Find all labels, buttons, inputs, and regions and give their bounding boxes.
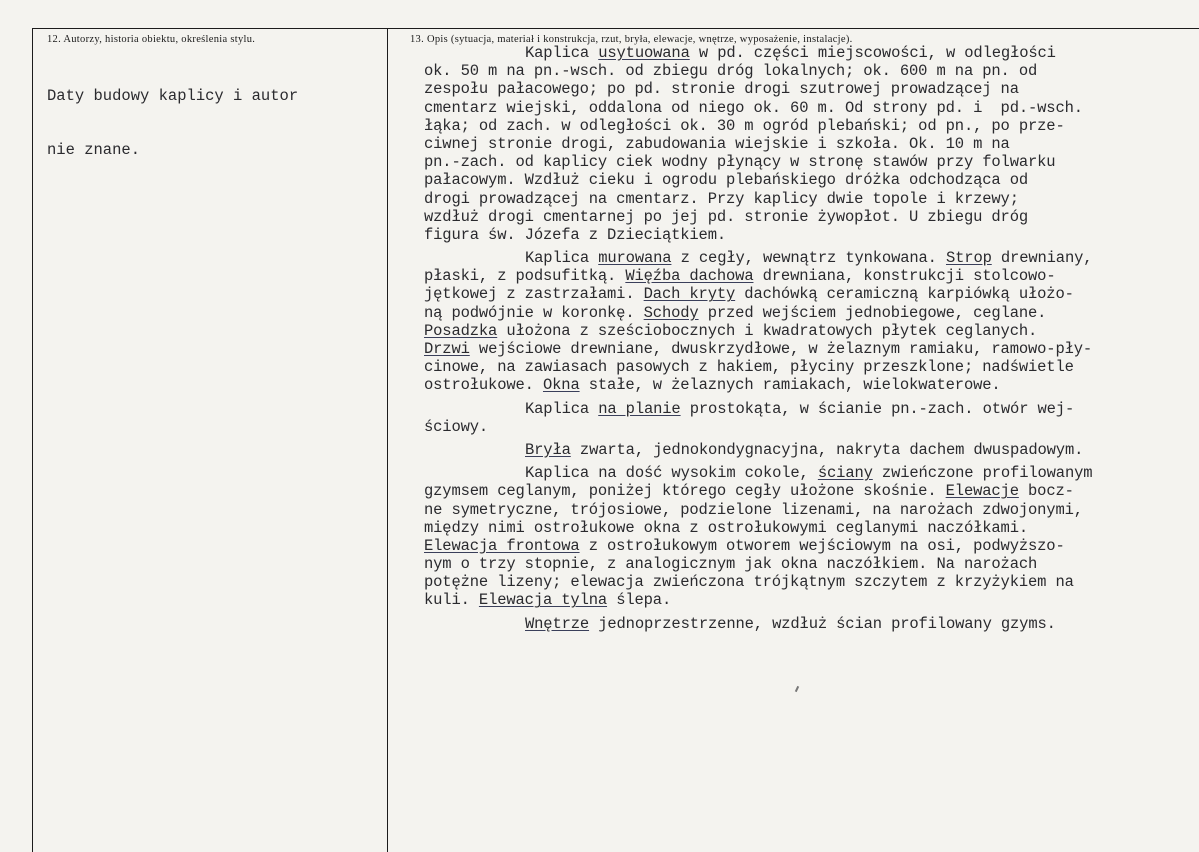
description-line [424,208,1174,226]
text-run: Kaplica na dość wysokim cokole, [525,464,818,483]
text-run: jętkowej z zastrzałami. [424,285,644,304]
underlined-keyword: Drzwi [424,340,470,358]
description-line [424,117,1174,135]
underlined-keyword: Bryła [525,440,571,459]
underlined-keyword: murowana [598,249,672,268]
text-run: wzdłuż drogi cmentarnej po jej pd. stronie żywopłot. U zbiegu dróg [424,207,1029,226]
description-line [424,249,1174,267]
description-paragraph [424,464,1174,610]
text-run: zwarta, jednokondygnacyjna, nakryta dachem dwuspadowym. [570,440,1084,459]
description-line [424,226,1174,244]
text-run: figura św. Józefa z Dzieciątkiem. [424,225,727,244]
text-run: między nimi ostrołukowe okna z ostrołukowymi ceglanymi naczółkami. [424,518,1029,537]
text-run: cmentarz wiejski, oddalona od niego ok. 60 m. Od strony pd. i pd.-wsch. [424,98,1083,117]
description-paragraph [424,44,1174,244]
underlined-keyword: Więźba dachowa [625,267,754,286]
text-run: pn.-zach. od kaplicy ciek wodny płynący w stronę stawów przy folwarku [424,153,1056,172]
text-run: ciwnej stronie drogi, zabudowania wiejskie i szkoła. Ok. 10 m na [424,134,1010,153]
text-run: ułożona z sześciobocznych i kwadratowych płytek ceglanych. [497,321,1038,340]
text-run: bocz- [1018,482,1074,501]
description-line [424,322,1174,340]
underlined-keyword: Schody [643,303,699,322]
description-line [424,573,1174,591]
section-12-line: Daty budowy kaplicy i autor [47,87,299,105]
text-run: nym o trzy stopnie, z analogicznym jak okna naczółkiem. Na narożach [424,555,1038,574]
description-paragraph [424,249,1174,395]
section-12-heading: 12. Autorzy, historia obiektu, określenia stylu. [47,34,256,45]
description-line [424,135,1174,153]
description-line [424,267,1174,285]
description-line [424,615,1174,633]
description-line [424,190,1174,208]
description-line [424,80,1174,98]
text-run: Kaplica [525,44,599,62]
text-run: dachówką ceramiczną karpiówką ułożo- [735,285,1074,304]
text-run: wejściowe drewniane, dwuskrzydłowe, w żelaznym ramiaku, ramowo-pły- [469,340,1093,358]
underlined-keyword: Elewacja frontowa [424,536,580,555]
description-line [424,501,1174,519]
underlined-keyword: Strop [945,249,992,268]
description-line [424,99,1174,117]
text-run: z ostrołukowym otworem wejściowym na osi, podwyższo- [579,536,1065,555]
description-line [424,62,1174,80]
text-run: jednoprzestrzenne, wzdłuż ścian profilowany gzyms. [589,614,1056,633]
description-line [424,482,1174,500]
text-run: ostrołukowe. [424,376,543,395]
description-paragraph [424,400,1174,436]
text-run: drewniany, [991,249,1093,268]
description-line [424,441,1174,459]
text-run: drogi prowadzącej na cmentarz. Przy kaplicy dwie topole i krzewy; [424,189,1019,208]
description-line [424,44,1174,62]
text-run: płaski, z podsufitką. [424,267,626,286]
underlined-keyword: Okna [542,376,580,395]
text-run: z cegły, wewnątrz tynkowana. [671,249,946,268]
text-run: cinowe, na zawiasach pasowych z hakiem, płyciny przeszklone; nadświetle [424,358,1074,377]
section-13-description [424,44,1174,638]
description-line [424,418,1174,436]
description-paragraph [424,441,1174,459]
section-12-text [47,51,367,177]
text-run: drewniana, konstrukcji stolcowo- [753,267,1056,286]
text-run: ok. 50 m na pn.-wsch. od zbiegu dróg lokalnych; ok. 600 m na pn. od [424,62,1038,81]
text-run: ślepa. [607,591,672,610]
text-run: pałacowym. Wzdłuż cieku i ogrodu plebańskiego dróżka odchodząca od [424,171,1029,190]
description-paragraph [424,615,1174,633]
description-line [424,519,1174,537]
description-line [424,340,1174,358]
description-line [424,400,1174,418]
description-line [424,591,1174,609]
description-line [424,285,1174,303]
description-line [424,537,1174,555]
section-13-heading: 13. Opis (sytuacja, materiał i konstrukcja, rzut, bryła, elewacje, wnętrze, wyposażenie, instalacje). [410,34,853,45]
column-divider [387,28,388,852]
text-run: potężne lizeny; elewacja zwieńczona trójkątnym szczytem z krzyżykiem na [424,573,1074,592]
text-run: przed wejściem jednobiegowe, ceglane. [698,303,1047,322]
description-line [424,376,1174,394]
underlined-keyword: Posadzka [424,321,498,340]
text-run: zespołu pałacowego; po pd. stronie drogi szutrowej prowadzącej na [424,80,1019,99]
underlined-keyword: Elewacje [945,482,1019,501]
text-run: stałe, w żelaznych ramiakach, wielokwaterowe. [579,376,1001,395]
text-run: Kaplica [525,249,599,268]
underlined-keyword: Dach kryty [643,285,736,304]
description-line [424,171,1174,189]
text-run: zwieńczone profilowanym [872,464,1093,483]
underlined-keyword: usytuowana [598,44,690,62]
description-line [424,304,1174,322]
underlined-keyword: Wnętrze [525,614,590,633]
text-run: w pd. części miejscowości, w odległości [689,44,1056,62]
text-run: ne symetryczne, trójosiowe, podzielone lizenami, na narożach zdwojonymi, [424,500,1083,519]
text-run: kuli. [424,591,479,610]
description-line [424,464,1174,482]
underlined-keyword: ściany [817,464,873,483]
underlined-keyword: na planie [598,399,681,418]
section-12-line: nie znane. [47,141,141,159]
text-run: łąka; od zach. w odległości ok. 30 m ogród plebański; od pn., po prze- [424,116,1065,135]
text-run: Kaplica [525,399,599,418]
text-run: prostokąta, w ścianie pn.-zach. otwór wej- [680,399,1075,418]
text-run: ną podwójnie w koronkę. [424,303,644,322]
text-run: gzymsem ceglanym, poniżej którego cegły ułożone skośnie. [424,482,946,501]
description-line [424,555,1174,573]
description-line [424,153,1174,171]
underlined-keyword: Elewacja tylna [478,591,608,610]
text-run: ściowy. [424,417,489,436]
description-line [424,358,1174,376]
